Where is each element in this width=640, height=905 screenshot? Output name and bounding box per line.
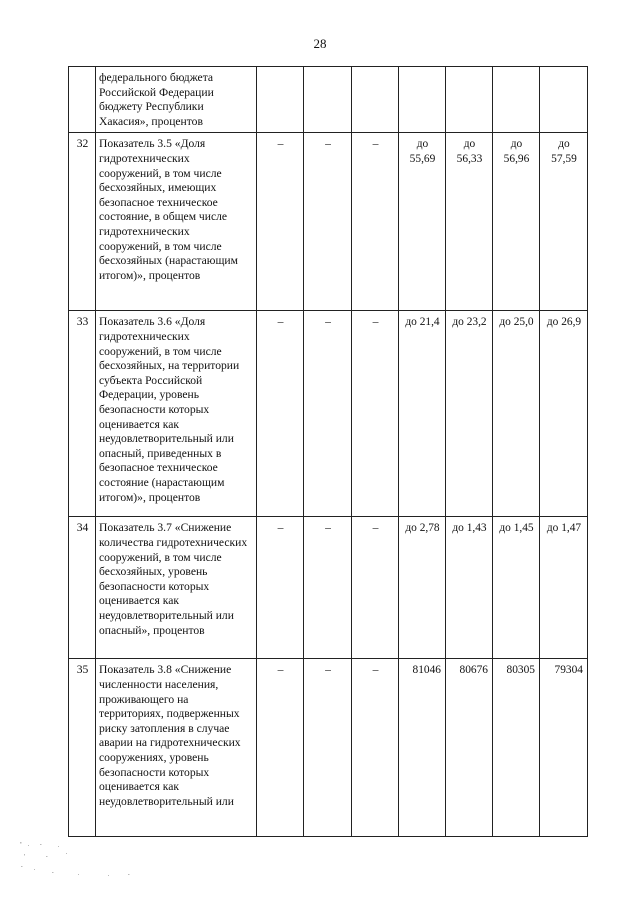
value-cell: –	[352, 517, 399, 659]
value-cell: до 23,2	[446, 311, 493, 517]
value-cell: –	[304, 659, 352, 837]
value-cell: до 1,45	[493, 517, 540, 659]
value-cell: 81046	[399, 659, 446, 837]
value-cell	[446, 67, 493, 133]
value-cell: до 25,0	[493, 311, 540, 517]
value-cell	[257, 67, 304, 133]
value-cell	[399, 67, 446, 133]
value-cell: до 57,59	[540, 133, 588, 311]
value-cell: до 26,9	[540, 311, 588, 517]
scan-noise	[18, 836, 138, 886]
table-row	[69, 133, 588, 311]
indicators-table	[68, 66, 588, 837]
value-cell: до 1,47	[540, 517, 588, 659]
indicator-name: федерального бюджета Российской Федерации бюджету Республики Хакасия», процентов	[96, 67, 257, 133]
value-cell: –	[352, 659, 399, 837]
value-cell: до 2,78	[399, 517, 446, 659]
table-row	[69, 517, 588, 659]
value-cell: до 56,33	[446, 133, 493, 311]
value-cell: –	[352, 311, 399, 517]
value-cell: –	[304, 133, 352, 311]
value-cell: –	[257, 517, 304, 659]
value-cell: до 55,69	[399, 133, 446, 311]
value-cell: –	[304, 311, 352, 517]
value-cell: –	[257, 659, 304, 837]
value-cell	[493, 67, 540, 133]
indicator-name: Показатель 3.5 «Доля гидротехнических сооружений, в том числе бесхозяйных, имеющих безопасное техническое состояние, в общем числе гидротехнических сооружений, в том числе бесхозяйных (нарастающим итогом)», процентов	[96, 133, 257, 311]
value-cell	[304, 67, 352, 133]
row-number: 32	[69, 133, 96, 311]
value-cell	[540, 67, 588, 133]
row-number	[69, 67, 96, 133]
value-cell: 80305	[493, 659, 540, 837]
value-cell: –	[257, 311, 304, 517]
table-row	[69, 311, 588, 517]
indicator-name: Показатель 3.8 «Снижение численности населения, проживающего на территориях, подверженных риску затопления в случае аварии на гидротехнических сооружениях, уровень безопасности которых оценивается как неудовлетворительный или	[96, 659, 257, 837]
value-cell: до 21,4	[399, 311, 446, 517]
value-cell: до 56,96	[493, 133, 540, 311]
value-cell	[352, 67, 399, 133]
indicator-name: Показатель 3.7 «Снижение количества гидротехнических сооружений, в том числе бесхозяйных, уровень безопасности которых оценивается как неудовлетворительный или опасный», процентов	[96, 517, 257, 659]
row-number: 35	[69, 659, 96, 837]
indicator-name: Показатель 3.6 «Доля гидротехнических сооружений, в том числе бесхозяйных, на территории субъекта Российской Федерации, уровень безопасности которых оценивается как неудовлетворительный или опасный, приведенных в безопасное техническое состояние (нарастающим итогом)», процентов	[96, 311, 257, 517]
value-cell: –	[257, 133, 304, 311]
row-number: 33	[69, 311, 96, 517]
value-cell: 80676	[446, 659, 493, 837]
table-row	[69, 659, 588, 837]
value-cell: 79304	[540, 659, 588, 837]
page-number: 28	[313, 36, 327, 51]
value-cell: –	[304, 517, 352, 659]
row-number: 34	[69, 517, 96, 659]
value-cell: –	[352, 133, 399, 311]
value-cell: до 1,43	[446, 517, 493, 659]
table-row	[69, 67, 588, 133]
